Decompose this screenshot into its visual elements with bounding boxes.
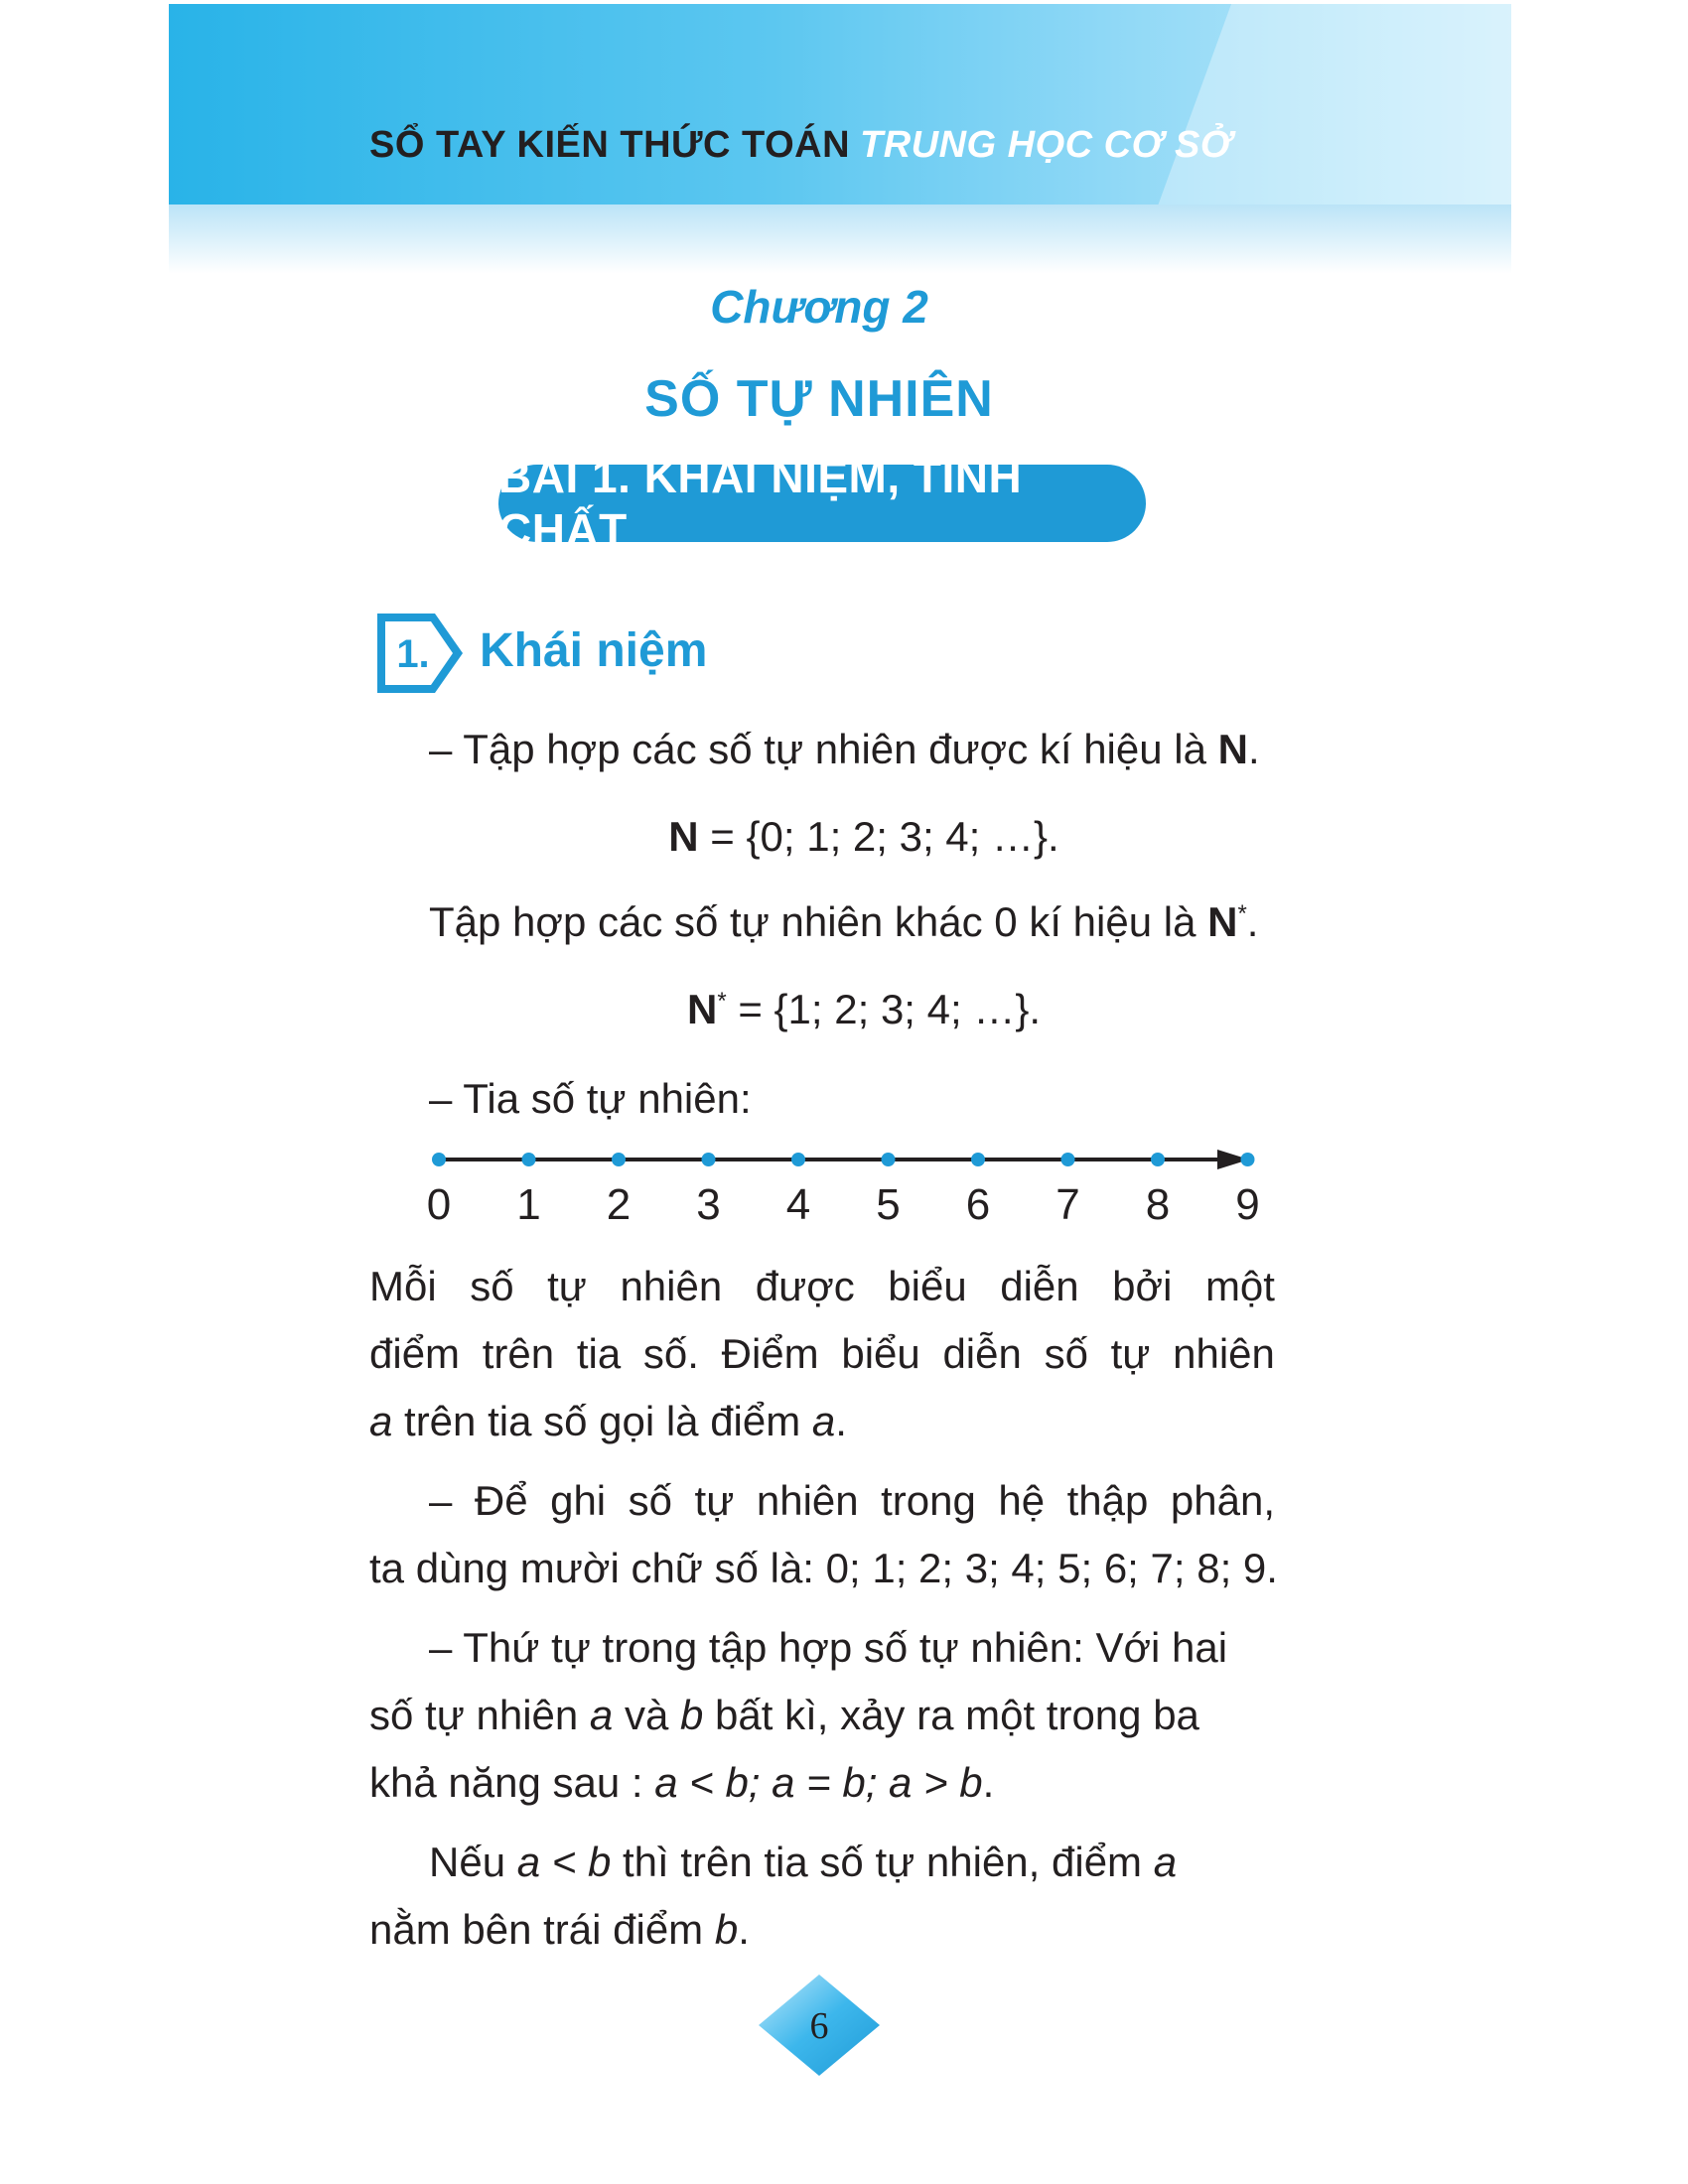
text: và: [613, 1692, 680, 1738]
ray-point-6: [971, 1153, 985, 1166]
text: bất kì, xảy ra một trong ba: [703, 1692, 1199, 1738]
word: điểm: [369, 1330, 461, 1377]
paragraph-line: [369, 1749, 1275, 1817]
punct: .: [835, 1398, 847, 1444]
ray-label-6: 6: [965, 1180, 991, 1229]
book-title-emph: TRUNG HỌC CƠ SỞ: [860, 124, 1233, 166]
ray-label-9: 9: [1235, 1180, 1260, 1229]
definition-line-nstar: [429, 897, 1258, 947]
comparison-expression: a < b: [516, 1839, 612, 1885]
word: được: [755, 1263, 855, 1309]
word: ghi: [550, 1477, 607, 1524]
paragraph-line: [369, 1253, 1275, 1320]
word: trên: [482, 1330, 555, 1377]
word: thập: [1066, 1477, 1149, 1524]
star-superscript: *: [1237, 900, 1247, 927]
text: trên tia số gọi là điểm: [392, 1398, 812, 1444]
chapter-title: SỐ TỰ NHIÊN: [644, 370, 994, 428]
word: diễn: [942, 1330, 1022, 1377]
word: nhiên: [756, 1477, 859, 1524]
paragraph-line: [369, 1467, 1275, 1535]
text: Nếu: [429, 1839, 517, 1885]
paragraph-representation: [369, 1253, 1275, 1455]
text: ta dùng mười chữ số là: 0; 1; 2; 3; 4; 5; 6; 7; 8; 9.: [369, 1545, 1278, 1591]
word: số: [628, 1477, 673, 1524]
word: biểu: [888, 1263, 967, 1309]
book-title: [369, 124, 1232, 167]
word: tự: [547, 1263, 587, 1309]
comparison-expression: a < b; a = b; a > b: [654, 1759, 983, 1806]
paragraph-line: [369, 1535, 1278, 1602]
word: trong: [881, 1477, 976, 1524]
symbol-n: N: [1207, 898, 1238, 945]
paragraph-line: [369, 1896, 1275, 1964]
book-title-plain: SỔ TAY KIẾN THỨC TOÁN: [369, 124, 851, 166]
page-number: 6: [809, 2005, 829, 2047]
chapter-label: Chương 2: [710, 281, 928, 333]
set-n-elements: = {0; 1; 2; 3; 4; …}.: [698, 813, 1059, 860]
paragraph-line: [369, 1682, 1275, 1749]
word: số.: [642, 1330, 699, 1377]
ray-point-1: [522, 1153, 536, 1166]
number-ray: [417, 1142, 1261, 1231]
ray-point-0: [432, 1153, 446, 1166]
ray-label-8: 8: [1145, 1180, 1171, 1229]
word: Mỗi: [369, 1263, 437, 1309]
text: – Thứ tự trong tập hợp số tự nhiên: Với hai: [429, 1624, 1228, 1671]
paragraph-decimal-digits: [369, 1467, 1278, 1602]
ray-point-3: [702, 1153, 716, 1166]
ray-point-5: [882, 1153, 896, 1166]
punct: .: [982, 1759, 995, 1806]
number-ray-label: – Tia số tự nhiên:: [429, 1075, 752, 1122]
ray-point-4: [791, 1153, 805, 1166]
paragraph-line: [369, 1388, 1275, 1455]
set-nstar-formula: [0, 985, 1688, 1034]
paragraph-left-of: [369, 1829, 1275, 1964]
text: số tự nhiên: [369, 1692, 590, 1738]
ray-point-8: [1151, 1153, 1165, 1166]
word: số: [1044, 1330, 1088, 1377]
paragraph-line: [369, 1320, 1275, 1388]
section-title: Khái niệm: [480, 624, 708, 677]
definition-line-n: [429, 725, 1260, 774]
definition-text: – Tập hợp các số tự nhiên được kí hiệu là: [429, 726, 1218, 772]
symbol-n: N: [1217, 726, 1248, 772]
variable-a: a: [589, 1692, 614, 1738]
ray-label-4: 4: [785, 1180, 811, 1229]
ray-label-0: 0: [426, 1180, 452, 1229]
symbol-n: N: [668, 813, 699, 860]
ray-point-2: [612, 1153, 626, 1166]
variable-a: a: [1153, 1839, 1178, 1885]
word: tự: [1110, 1330, 1151, 1377]
word: tia: [576, 1330, 622, 1377]
definition-text: Tập hợp các số tự nhiên khác 0 kí hiệu là: [429, 898, 1208, 945]
ray-point-9: [1241, 1153, 1255, 1166]
word: Để: [474, 1477, 528, 1524]
ray-label-3: 3: [696, 1180, 721, 1229]
variable-b: b: [679, 1692, 704, 1738]
word: hệ: [998, 1477, 1046, 1524]
lesson-title-pill: [498, 451, 1146, 556]
word: bởi: [1112, 1263, 1173, 1309]
variable-a: a: [369, 1398, 393, 1444]
ray-label-1: 1: [516, 1180, 541, 1229]
paragraph-order: [369, 1614, 1275, 1817]
section-number-badge: [369, 608, 469, 699]
punct: .: [1246, 898, 1259, 945]
text: khả năng sau :: [369, 1759, 655, 1806]
text: thì trên tia số tự nhiên, điểm: [611, 1839, 1154, 1885]
word: nhiên: [620, 1263, 723, 1309]
word: số: [470, 1263, 514, 1309]
set-n-formula: [0, 812, 1688, 862]
ray-label-2: 2: [606, 1180, 632, 1229]
punct: .: [738, 1906, 750, 1953]
word: tự: [694, 1477, 735, 1524]
word: Điểm: [721, 1330, 819, 1377]
word: một: [1204, 1263, 1275, 1309]
variable-b: b: [714, 1906, 739, 1953]
paragraph-line: [369, 1614, 1275, 1682]
word: phân,: [1170, 1477, 1275, 1524]
word: –: [429, 1477, 453, 1524]
lesson-title: BÀI 1. KHÁI NIỆM, TÍNH CHẤT: [498, 451, 1023, 556]
header-shadow: [169, 205, 1511, 274]
header-band: [169, 4, 1511, 205]
word: nhiên: [1173, 1330, 1275, 1377]
paragraph-line: [369, 1829, 1275, 1896]
ray-label-7: 7: [1055, 1180, 1080, 1229]
ray-point-7: [1061, 1153, 1075, 1166]
punct: .: [1247, 726, 1260, 772]
ray-label-5: 5: [876, 1180, 901, 1229]
set-nstar-elements: = {1; 2; 3; 4; …}.: [726, 986, 1042, 1032]
symbol-n: N: [686, 986, 718, 1032]
section-number: 1.: [396, 632, 430, 676]
word: biểu: [841, 1330, 920, 1377]
word: diễn: [1000, 1263, 1079, 1309]
variable-a: a: [811, 1398, 836, 1444]
star-superscript: *: [717, 988, 727, 1015]
text: nằm bên trái điểm: [369, 1906, 715, 1953]
page-number-badge: [755, 1971, 884, 2080]
